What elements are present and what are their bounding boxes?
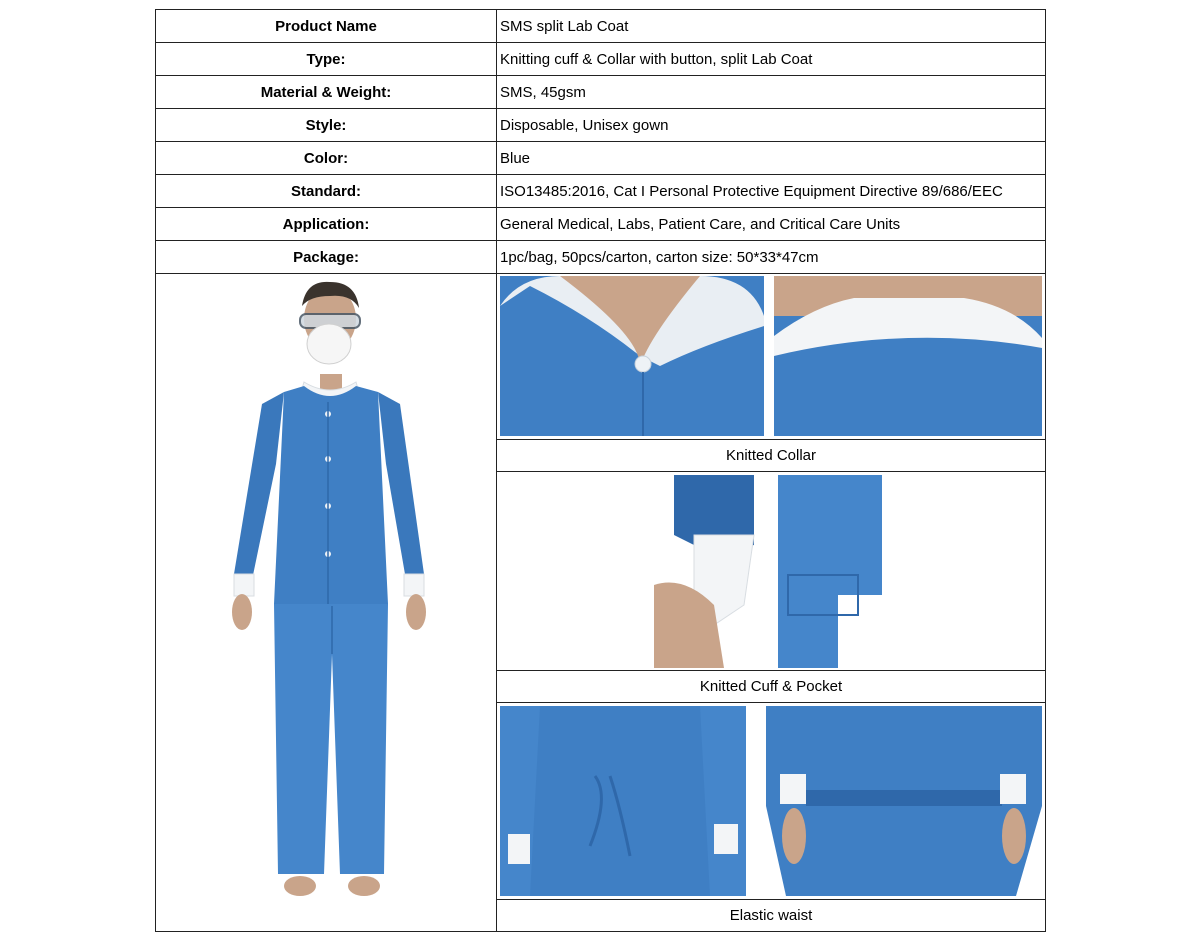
waist-images-cell	[497, 703, 1046, 900]
spec-label: Application:	[156, 208, 497, 241]
cuff-pocket-caption: Knitted Cuff & Pocket	[497, 671, 1046, 703]
spec-value: General Medical, Labs, Patient Care, and Critical Care Units	[497, 208, 1046, 241]
spec-value: SMS, 45gsm	[497, 76, 1046, 109]
spec-label: Type:	[156, 43, 497, 76]
collar-front-image	[500, 276, 764, 436]
spec-label: Material & Weight:	[156, 76, 497, 109]
product-spec-table	[155, 9, 1046, 932]
pocket-image	[778, 475, 888, 668]
cuff-image	[654, 475, 764, 668]
full-body-model-image	[156, 274, 496, 931]
spec-row-material	[156, 76, 1046, 109]
waist-front-image	[500, 706, 746, 896]
spec-label: Package:	[156, 241, 497, 274]
spec-label: Color:	[156, 142, 497, 175]
spec-label: Product Name	[156, 10, 497, 43]
collar-caption: Knitted Collar	[497, 439, 1046, 471]
spec-value: Knitting cuff & Collar with button, split Lab Coat	[497, 43, 1046, 76]
collar-back-image	[774, 276, 1042, 436]
spec-row-color	[156, 142, 1046, 175]
spec-value: 1pc/bag, 50pcs/carton, carton size: 50*33*47cm	[497, 241, 1046, 274]
spec-row-package	[156, 241, 1046, 274]
waist-back-image	[766, 706, 1042, 896]
spec-value: ISO13485:2016, Cat I Personal Protective Equipment Directive 89/686/EEC	[497, 175, 1046, 208]
collar-images-cell	[497, 274, 1046, 440]
spec-value: SMS split Lab Coat	[497, 10, 1046, 43]
full-body-photo-cell	[156, 274, 497, 932]
spec-value: Blue	[497, 142, 1046, 175]
waist-caption: Elastic waist	[497, 900, 1046, 932]
spec-value: Disposable, Unisex gown	[497, 109, 1046, 142]
spec-row-type	[156, 43, 1046, 76]
spec-label: Standard:	[156, 175, 497, 208]
spec-row-standard	[156, 175, 1046, 208]
spec-label: Style:	[156, 109, 497, 142]
spec-row-product-name	[156, 10, 1046, 43]
cuff-pocket-images-cell	[497, 471, 1046, 671]
spec-row-style	[156, 109, 1046, 142]
spec-row-application	[156, 208, 1046, 241]
